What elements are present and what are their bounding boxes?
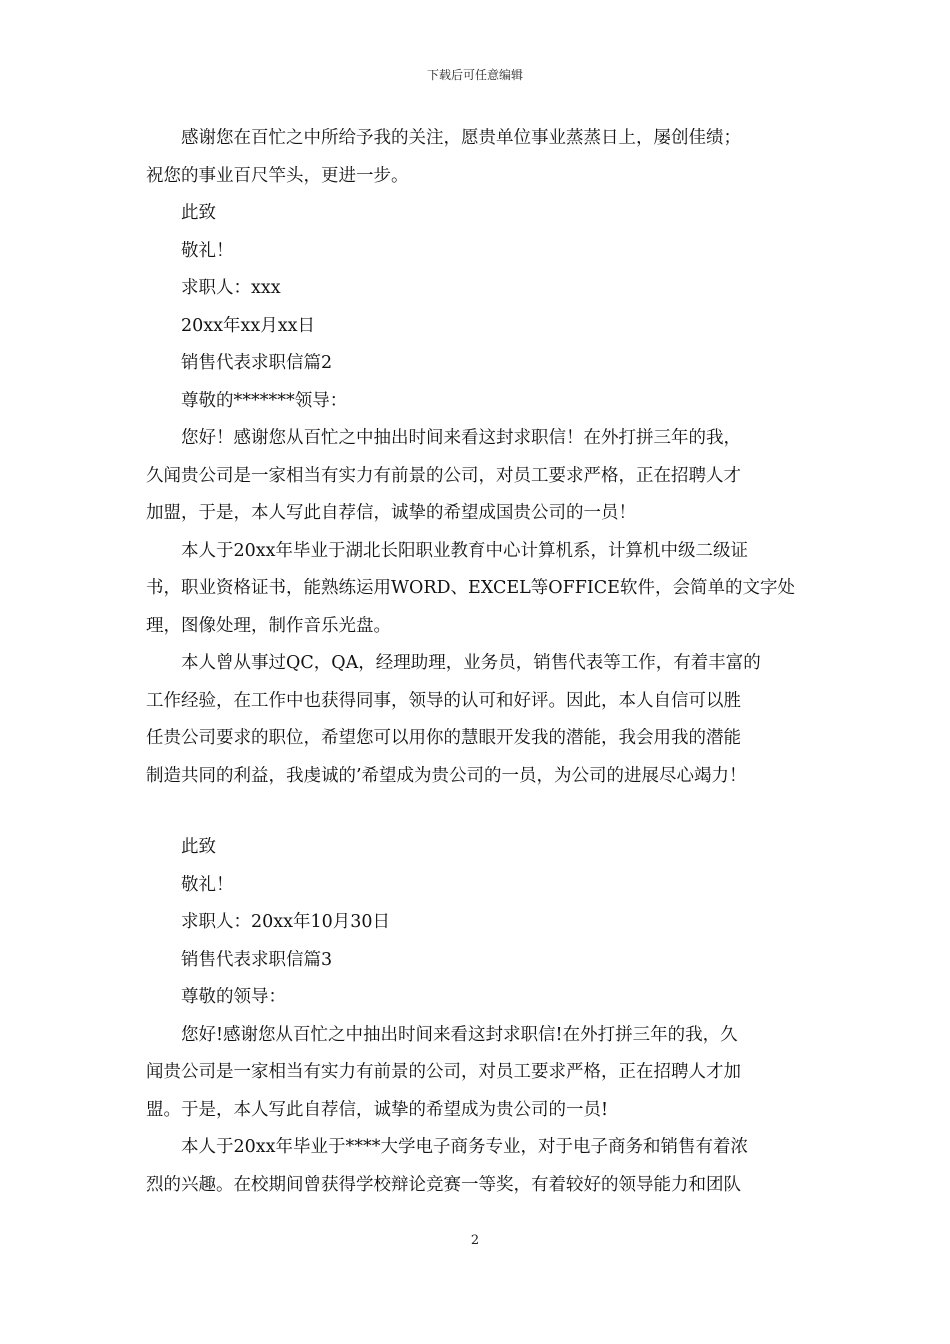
text-line: 销售代表求职信篇3 (181, 949, 333, 970)
text-line: 工作经验，在工作中也获得同事，领导的认可和好评。因此，本人自信可以胜 (146, 690, 741, 711)
text-line: 任贵公司要求的职位，希望您可以用你的慧眼开发我的潜能，我会用我的潜能 (146, 728, 741, 748)
text-line: 书，职业资格证书，能熟练运用WORD、EXCEL等OFFICE软件，会简单的文字处 (146, 578, 795, 598)
text-line: 此致 (181, 837, 216, 857)
text-line: 闻贵公司是一家相当有实力有前景的公司，对员工要求严格，正在招聘人才加 (146, 1062, 741, 1082)
text-line: 20xx年xx月xx日 (181, 315, 315, 336)
document-body (146, 120, 810, 1204)
text-line: 盟。于是，本人写此自荐信，诚挚的希望成为贵公司的一员! (146, 1099, 609, 1120)
text-line: 销售代表求职信篇2 (181, 353, 333, 373)
text-line: 本人于20xx年毕业于****大学电子商务专业，对于电子商务和销售有着浓 (181, 1137, 749, 1157)
letter-section-1 (146, 120, 810, 795)
text-line: 制造共同的利益，我虔诚的’希望成为贵公司的一员，为公司的进展尽心竭力！ (146, 765, 747, 786)
text-line: 本人曾从事过QC，QA，经理助理，业务员，销售代表等工作，有着丰富的 (181, 653, 761, 673)
text-line: 敬礼！ (181, 874, 234, 895)
text-line: 加盟，于是，本人写此自荐信，诚挚的希望成国贵公司的一员！ (146, 503, 636, 523)
text-line: 求职人：20xx年10月30日 (181, 912, 391, 932)
letter-section-2 (146, 829, 810, 1204)
text-line: 理，图像处理，制作音乐光盘。 (146, 615, 391, 636)
text-line: 本人于20xx年毕业于湖北长阳职业教育中心计算机系，计算机中级二级证 (181, 540, 749, 561)
text-line: 尊敬的领导： (181, 987, 286, 1007)
text-line: 求职人：xxx (181, 278, 281, 298)
text-line: 您好!感谢您从百忙之中抽出时间来看这封求职信!在外打拼三年的我，久 (181, 1024, 738, 1045)
page-number: 2 (470, 1233, 480, 1248)
text-line: 烈的兴趣。在校期间曾获得学校辩论竞赛一等奖，有着较好的领导能力和团队 (146, 1174, 741, 1195)
page-header: 下载后可任意编辑 (426, 68, 523, 82)
text-line: 您好！感谢您从百忙之中抽出时间来看这封求职信！在外打拼三年的我， (181, 428, 741, 448)
text-line: 感谢您在百忙之中所给予我的关注，愿贵单位事业蒸蒸日上，屡创佳绩； (181, 128, 741, 148)
paragraph-gap (146, 795, 810, 829)
text-line: 此致 (181, 203, 216, 223)
text-line: 尊敬的*******领导： (181, 390, 348, 411)
text-line: 久闻贵公司是一家相当有实力有前景的公司，对员工要求严格，正在招聘人才 (146, 465, 741, 486)
text-line: 祝您的事业百尺竿头，更进一步。 (146, 165, 409, 186)
text-line: 敬礼！ (181, 240, 234, 261)
